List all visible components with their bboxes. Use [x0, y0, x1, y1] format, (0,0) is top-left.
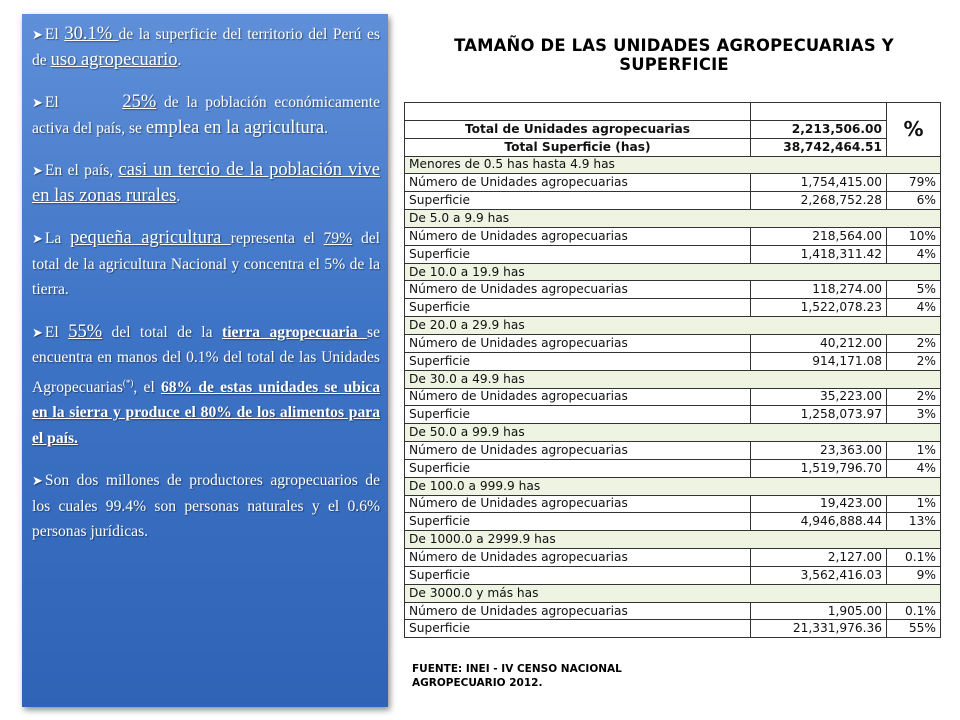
- highlight-percent: 30.1%: [64, 24, 119, 44]
- text: En el país,: [44, 162, 119, 179]
- area-percent: 55%: [887, 620, 941, 638]
- text: de la superficie del territorio del Perú es de: [32, 26, 380, 69]
- units-percent: 2%: [887, 388, 941, 406]
- text: se encuentra en manos del 0.1% del total de las Unidades Agropecuarias: [32, 323, 381, 396]
- row-label: Número de Unidades agropecuarias: [405, 174, 751, 192]
- row-label: Número de Unidades agropecuarias: [405, 602, 751, 620]
- row-label: Superficie: [405, 245, 751, 263]
- text: del total de la agricultura Nacional y concentra el 5% de la tierra.: [32, 230, 380, 298]
- table-row: [405, 281, 941, 299]
- header-blank-row: [405, 103, 941, 121]
- area-percent: 3%: [887, 406, 941, 424]
- area-percent: 9%: [887, 566, 941, 584]
- table-row: [405, 566, 941, 584]
- table-row: [405, 513, 941, 531]
- table-row: [405, 352, 941, 370]
- units-percent: 2%: [887, 334, 941, 352]
- arrow-bullet-icon: ➤: [32, 231, 43, 246]
- highlight-text: pequeña agricultura: [70, 228, 231, 248]
- units-percent: 1%: [887, 442, 941, 460]
- text: La: [44, 230, 71, 247]
- title-line: SUPERFICIE: [619, 55, 729, 74]
- units-percent: 5%: [887, 281, 941, 299]
- highlight-percent: 55%: [68, 321, 103, 342]
- source-note: [412, 662, 622, 690]
- units-value: 1,754,415.00: [751, 174, 887, 192]
- total-label: Total de Unidades agropecuarias: [405, 120, 751, 138]
- highlight-text: emplea en la agricultura: [145, 117, 325, 138]
- row-label: Superficie: [405, 352, 751, 370]
- row-label: Número de Unidades agropecuarias: [405, 549, 751, 567]
- source-line: FUENTE: INEI - IV CENSO NACIONAL: [412, 663, 622, 675]
- total-value: 38,742,464.51: [751, 138, 887, 156]
- units-value: 218,564.00: [751, 227, 887, 245]
- units-percent: 1%: [887, 495, 941, 513]
- row-label: Número de Unidades agropecuarias: [405, 227, 751, 245]
- row-label: Superficie: [405, 192, 751, 210]
- units-value: 2,127.00: [751, 549, 887, 567]
- area-value: 21,331,976.36: [751, 620, 887, 638]
- agro-units-table: [404, 102, 941, 638]
- table-row: [405, 602, 941, 620]
- highlight-percent: 79%: [323, 230, 353, 247]
- units-percent: 0.1%: [887, 549, 941, 567]
- group-label: De 5.0 a 9.9 has: [405, 210, 941, 228]
- table-row: [405, 299, 941, 317]
- area-value: 1,519,796.70: [751, 459, 887, 477]
- group-row: [405, 584, 941, 602]
- row-label: Número de Unidades agropecuarias: [405, 442, 751, 460]
- group-row: [405, 424, 941, 442]
- row-label: Superficie: [405, 620, 751, 638]
- blank-cell: [405, 103, 751, 121]
- total-area-row: [405, 138, 941, 156]
- table-row: [405, 549, 941, 567]
- table-row: [405, 495, 941, 513]
- area-value: 2,268,752.28: [751, 192, 887, 210]
- table-row: [405, 620, 941, 638]
- table-row: [405, 406, 941, 424]
- table-row: [405, 334, 941, 352]
- row-label: Superficie: [405, 459, 751, 477]
- summary-panel: [22, 14, 388, 707]
- text: Son dos millones de productores agropecuarios de los cuales 99.4% son personas naturales y el 0.6% personas jurídicas.: [32, 472, 380, 541]
- highlight-percent: 25%: [122, 92, 157, 112]
- group-label: De 50.0 a 99.9 has: [405, 424, 941, 442]
- highlight-text: tierra agropecuaria: [222, 323, 368, 341]
- percent-header: %: [887, 103, 941, 157]
- row-label: Superficie: [405, 299, 751, 317]
- row-label: Superficie: [405, 406, 751, 424]
- group-row: [405, 263, 941, 281]
- bullet-3: [32, 158, 380, 209]
- row-label: Superficie: [405, 566, 751, 584]
- total-label: Total Superficie (has): [405, 138, 751, 156]
- highlight-text: casi un tercio de la población vive en las zonas rurales: [32, 160, 380, 206]
- text: de la población económicamente activa del país, se: [32, 94, 380, 137]
- units-value: 35,223.00: [751, 388, 887, 406]
- table-title: [404, 36, 944, 74]
- units-value: 118,274.00: [751, 281, 887, 299]
- text: .: [177, 51, 182, 69]
- units-value: 23,363.00: [751, 442, 887, 460]
- title-line: TAMAÑO DE LAS UNIDADES AGROPECUARIAS Y: [454, 36, 894, 55]
- text: representa el: [230, 230, 324, 247]
- group-row: [405, 531, 941, 549]
- total-value: 2,213,506.00: [751, 120, 887, 138]
- table-row: [405, 388, 941, 406]
- text: El: [44, 94, 67, 111]
- group-row: [405, 477, 941, 495]
- text: .: [324, 119, 329, 137]
- bullet-6: [32, 468, 380, 545]
- total-units-row: [405, 120, 941, 138]
- text: .: [176, 187, 181, 205]
- arrow-bullet-icon: ➤: [32, 27, 43, 42]
- row-label: Número de Unidades agropecuarias: [405, 281, 751, 299]
- group-label: De 30.0 a 49.9 has: [405, 370, 941, 388]
- arrow-bullet-icon: ➤: [32, 95, 43, 110]
- arrow-bullet-icon: ➤: [32, 163, 43, 178]
- table-row: [405, 459, 941, 477]
- area-value: 914,171.08: [751, 352, 887, 370]
- units-percent: 79%: [887, 174, 941, 192]
- bullet-2: [32, 90, 380, 141]
- area-value: 4,946,888.44: [751, 513, 887, 531]
- group-label: De 100.0 a 999.9 has: [405, 477, 941, 495]
- area-percent: 4%: [887, 459, 941, 477]
- units-value: 1,905.00: [751, 602, 887, 620]
- area-percent: 4%: [887, 299, 941, 317]
- source-line: AGROPECUARIO 2012.: [412, 677, 543, 689]
- table-row: [405, 174, 941, 192]
- group-label: De 20.0 a 29.9 has: [405, 317, 941, 335]
- units-value: 19,423.00: [751, 495, 887, 513]
- area-percent: 2%: [887, 352, 941, 370]
- bullet-4: [32, 226, 380, 303]
- arrow-bullet-icon: ➤: [32, 324, 43, 340]
- arrow-bullet-icon: ➤: [32, 473, 43, 489]
- footnote-marker: (*): [122, 377, 134, 388]
- row-label: Número de Unidades agropecuarias: [405, 334, 751, 352]
- group-label: De 10.0 a 19.9 has: [405, 263, 941, 281]
- units-value: 40,212.00: [751, 334, 887, 352]
- table-row: [405, 442, 941, 460]
- group-label: Menores de 0.5 has hasta 4.9 has: [405, 156, 941, 174]
- text: , el: [133, 378, 161, 396]
- area-percent: 4%: [887, 245, 941, 263]
- group-row: [405, 317, 941, 335]
- text: del total de la: [102, 323, 222, 341]
- bullet-5: [32, 320, 380, 452]
- highlight-text: uso agropecuario: [50, 49, 178, 70]
- group-row: [405, 370, 941, 388]
- text: El: [44, 26, 65, 43]
- units-percent: 10%: [887, 227, 941, 245]
- area-percent: 6%: [887, 192, 941, 210]
- group-label: De 3000.0 y más has: [405, 584, 941, 602]
- area-value: 1,418,311.42: [751, 245, 887, 263]
- units-percent: 0.1%: [887, 602, 941, 620]
- group-row: [405, 156, 941, 174]
- highlight-text: 68% de estas unidades se ubica en la sierra y produce el 80% de los alimentos para el país.: [32, 378, 380, 447]
- area-value: 1,522,078.23: [751, 299, 887, 317]
- area-value: 1,258,073.97: [751, 406, 887, 424]
- area-value: 3,562,416.03: [751, 566, 887, 584]
- row-label: Superficie: [405, 513, 751, 531]
- table-row: [405, 192, 941, 210]
- group-row: [405, 210, 941, 228]
- table-row: [405, 245, 941, 263]
- text: El: [44, 323, 69, 341]
- row-label: Número de Unidades agropecuarias: [405, 495, 751, 513]
- bullet-1: [32, 22, 380, 73]
- row-label: Número de Unidades agropecuarias: [405, 388, 751, 406]
- area-percent: 13%: [887, 513, 941, 531]
- blank-cell: [751, 103, 887, 121]
- group-label: De 1000.0 a 2999.9 has: [405, 531, 941, 549]
- table-row: [405, 227, 941, 245]
